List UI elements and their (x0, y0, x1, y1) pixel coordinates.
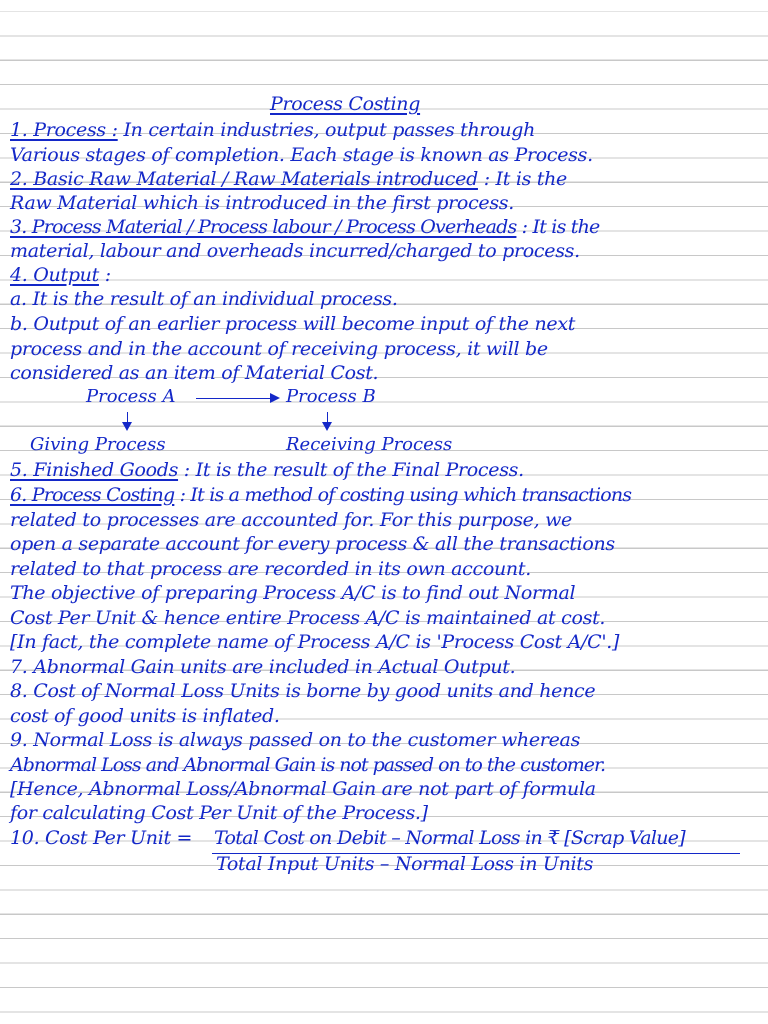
point-5 (10, 458, 524, 482)
flow-giving-process: Giving Process (30, 434, 166, 455)
point-4b-line-1: b. Output of an earlier process will become input of the next (10, 313, 576, 335)
point-1-text: In certain industries, output passes through (117, 119, 536, 141)
point-6-line-7: [In fact, the complete name of Process A/C is 'Process Cost A/C'.] (10, 631, 620, 653)
point-4-text: : (98, 264, 111, 286)
flow-process-a: Process A (86, 386, 176, 407)
point-2-text: : It is the (477, 168, 567, 190)
flow-right-arrow-icon (196, 398, 278, 399)
point-6-line-4: related to that process are recorded in its own account. (10, 558, 531, 580)
point-4b-line-2: process and in the account of receiving process, it will be (10, 338, 548, 360)
point-9-line-1: 9. Normal Loss is always passed on to the customer whereas (10, 729, 581, 751)
point-2-heading: 2. Basic Raw Material / Raw Materials introduced (10, 168, 478, 190)
point-6-line-2: related to processes are accounted for. For this purpose, we (10, 509, 572, 531)
point-3-line-1 (10, 215, 599, 239)
point-6-line-3: open a separate account for every process & all the transactions (10, 533, 615, 555)
point-6-line-6: Cost Per Unit & hence entire Process A/C is maintained at cost. (10, 607, 606, 629)
point-5-heading: 5. Finished Goods (10, 459, 179, 481)
point-6-line-5: The objective of preparing Process A/C is to find out Normal (10, 582, 576, 604)
point-9-line-4: for calculating Cost Per Unit of the Process.] (10, 802, 428, 824)
down-arrow-icon (327, 412, 328, 428)
point-6-line-1 (10, 483, 631, 507)
point-3-heading: 3. Process Material / Process labour / Process Overheads (10, 216, 517, 238)
point-1-heading: 1. Process : (10, 119, 118, 141)
point-2-line-2: Raw Material which is introduced in the first process. (10, 192, 514, 214)
point-3-line-2: material, labour and overheads incurred/charged to process. (10, 240, 580, 262)
flow-receiving-process: Receiving Process (286, 434, 453, 455)
point-3-text: : It is the (516, 216, 600, 238)
point-1-line-2: Various stages of completion. Each stage is known as Process. (10, 144, 593, 166)
point-4b-line-3: considered as an item of Material Cost. (10, 362, 379, 384)
flow-process-b: Process B (286, 386, 376, 407)
down-arrow-icon (127, 412, 128, 428)
point-1-line-1 (10, 118, 535, 142)
formula-denominator: Total Input Units – Normal Loss in Units (216, 853, 594, 875)
point-2-line-1 (10, 167, 567, 191)
point-9-line-3: [Hence, Abnormal Loss/Abnormal Gain are not part of formula (10, 778, 596, 800)
point-5-text: : It is the result of the Final Process. (178, 459, 524, 481)
point-9-line-2: Abnormal Loss and Abnormal Gain is not passed on to the customer. (10, 754, 606, 776)
point-4a: a. It is the result of an individual process. (10, 288, 398, 310)
point-8-line-1: 8. Cost of Normal Loss Units is borne by good units and hence (10, 680, 596, 702)
point-4-heading: 4. Output (10, 264, 99, 286)
point-6-text: : It is a method of costing using which transactions (174, 484, 632, 506)
formula-numerator: Total Cost on Debit – Normal Loss in ₹ [Scrap Value] (214, 827, 686, 849)
point-4-line-1 (10, 263, 111, 287)
point-7: 7. Abnormal Gain units are included in Actual Output. (10, 656, 516, 678)
point-8-line-2: cost of good units is inflated. (10, 705, 280, 727)
page-title: Process Costing (270, 93, 421, 115)
point-6-heading: 6. Process Costing (10, 484, 175, 506)
point-10-label: 10. Cost Per Unit = (10, 827, 193, 849)
